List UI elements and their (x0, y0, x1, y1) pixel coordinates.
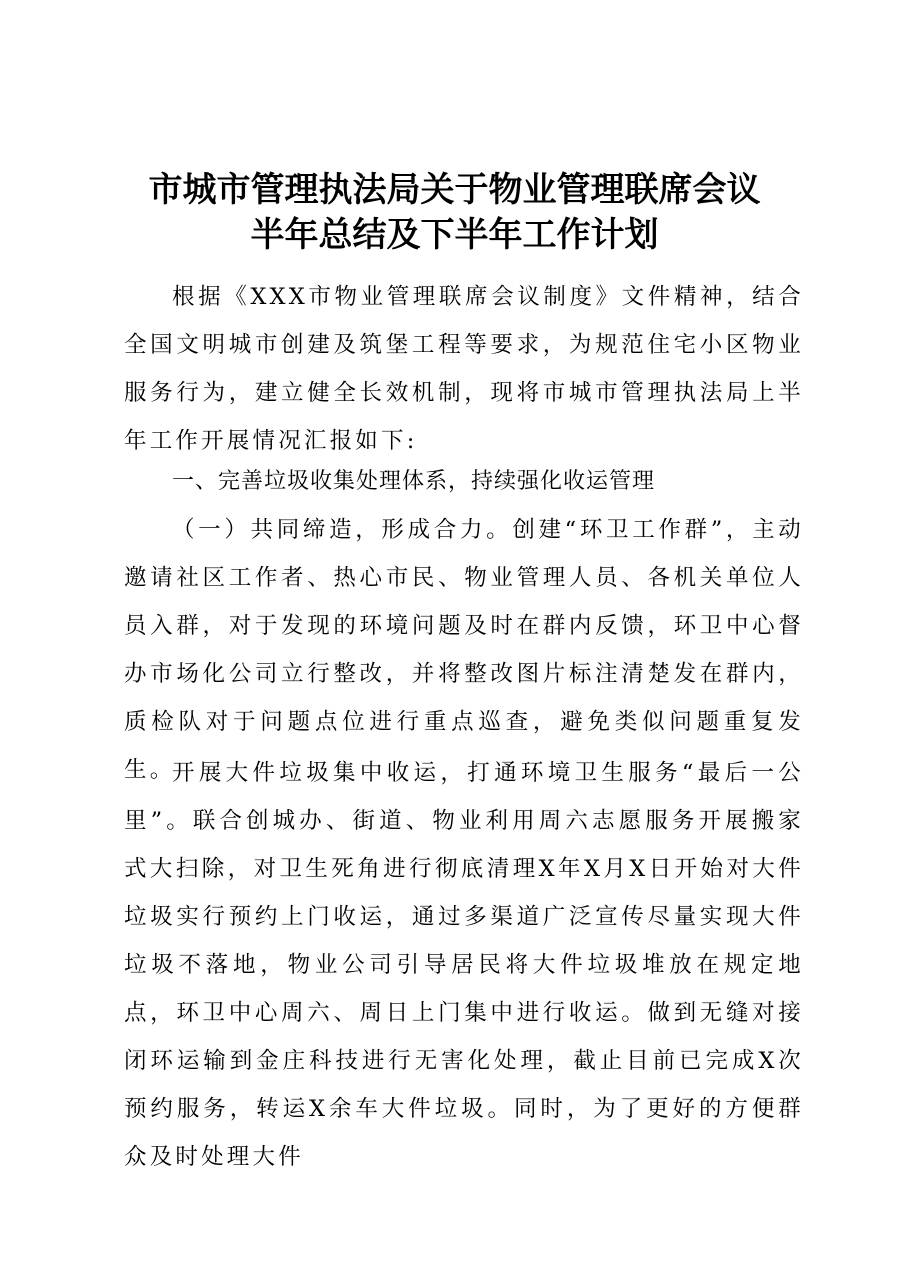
paragraph-1: （一）共同缔造，形成合力。创建“环卫工作群”，主动邀请社区工作者、热心市民、物业管理人员、各机关单位人员入群，对于发现的环境问题及时在群内反馈，环卫中心督办市场化公司立行整改，并将整改图片标注清楚发在群内，质检队对于问题点位进行重点巡查，避免类似问题重复发生。 (124, 517, 804, 783)
paragraph-2: 开展大件垃圾集中收运，打通环境卫生服务“最后一公里”。联合创城办、街道、物业利用周六志愿服务开展搬家式大扫除，对卫生死角进行彻底清理X年X月X日开始对大件垃圾实行预约上门收运，通过多渠道广泛宣传尽量实现大件垃圾不落地，物业公司引导居民将大件垃圾堆放在规定地点，环卫中心周六、周日上门集中进行收运。做到无缝对接闭环运输到金庄科技进行无害化处理，截止目前已完成X次预约服务，转运X余车大件垃圾。同时，为了更好的方便群众及时处理大件 (124, 760, 804, 1170)
section-heading-1: 一、完善垃圾收集处理体系，持续强化收运管理 (172, 469, 656, 494)
document-title-line1: 市城市管理执法局关于物业管理联席会议 (148, 170, 761, 210)
document-title-line2: 半年总结及下半年工作计划 (250, 215, 659, 255)
intro-paragraph: 根据《XXX市物业管理联席会议制度》文件精神，结合全国文明城市创建及筑堡工程等要求，为规范住宅小区物业服务行为，建立健全长效机制，现将市城市管理执法局上半年工作开展情况汇报如下: (124, 284, 804, 454)
